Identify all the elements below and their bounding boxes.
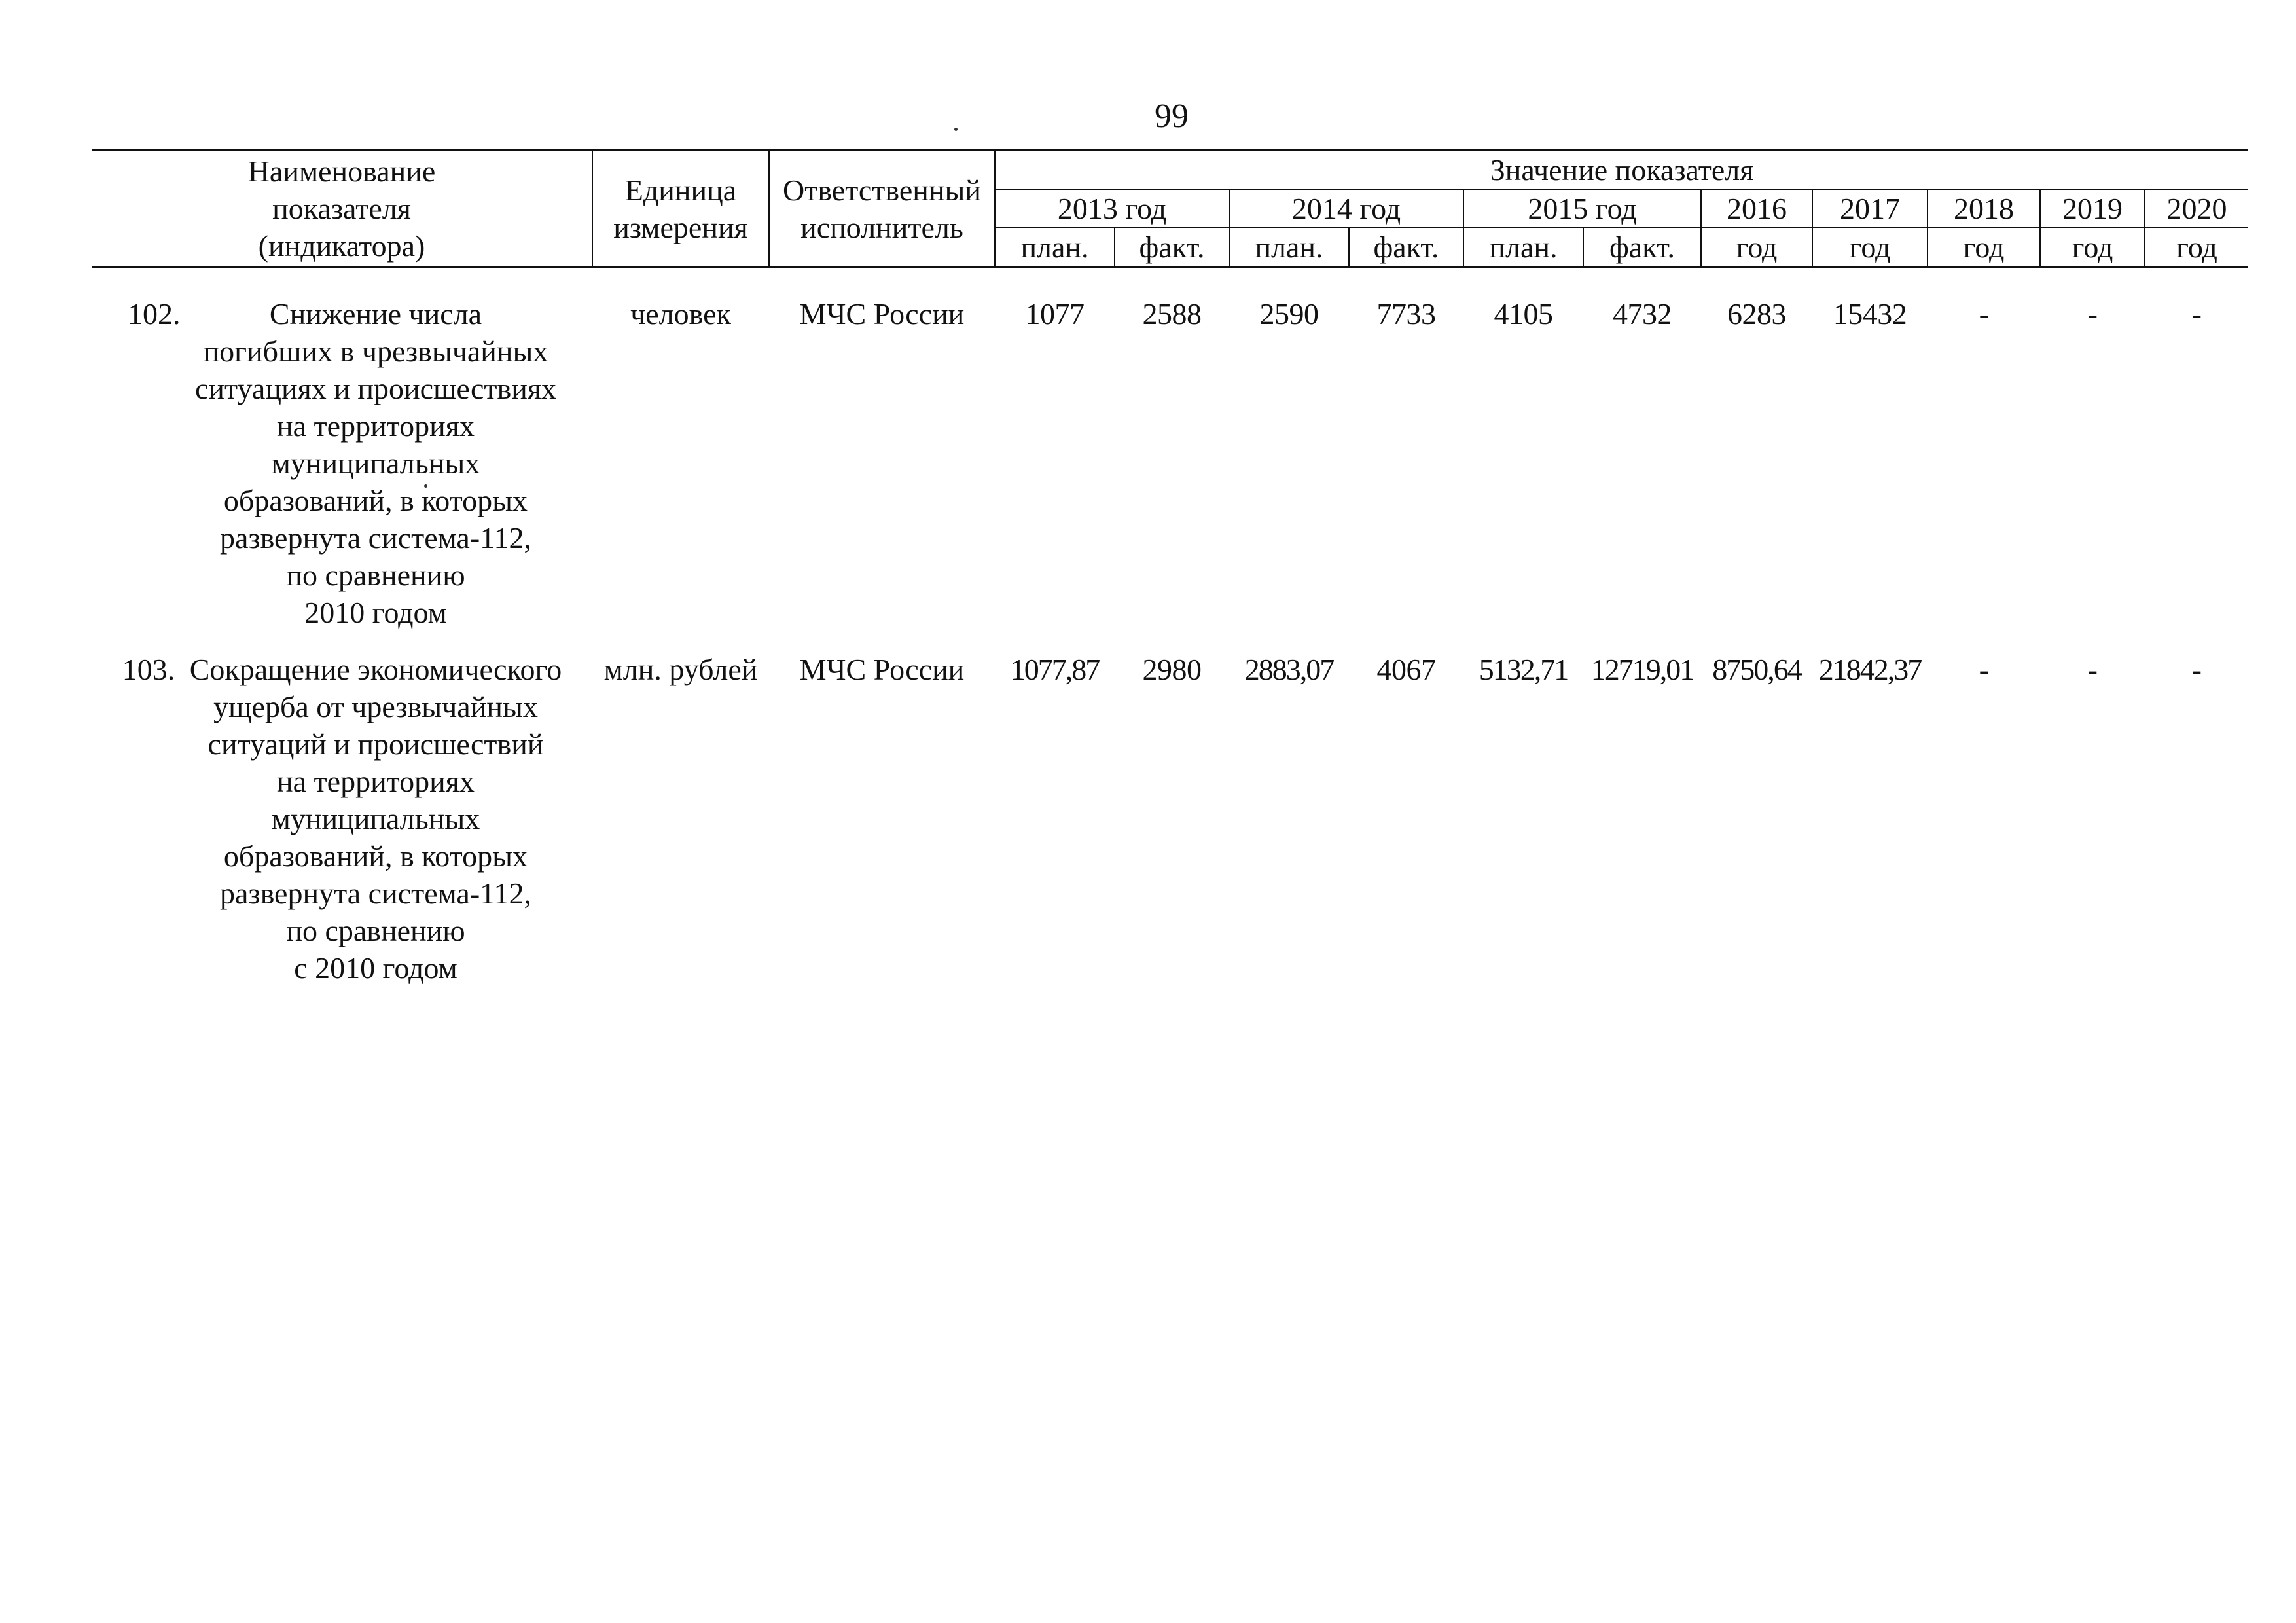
header-god-2019: год [2040,228,2145,267]
executor: МЧС России [799,297,965,331]
value-2013-plan: 1077 [1025,297,1085,331]
value-2013-fact: 2980 [1142,653,1202,686]
row-number: 103. [122,653,175,686]
value-2015-fact: 4732 [1613,297,1672,331]
header-plan-2014: план. [1229,228,1349,267]
indicator-text: Снижение числа погибших в чрезвычайных ситуациях и происшествиях на территориях муниципальных образований, в которых развернута система-112, по сравнению 2010 годом [195,297,556,629]
indicators-table [92,149,2248,987]
value-2014-plan: 2883,07 [1244,653,1334,686]
header-year-2019: 2019 [2040,189,2145,228]
value-2014-fact: 7733 [1376,297,1436,331]
value-2015-plan: 5132,71 [1479,653,1568,686]
value-2018: - [1979,297,1989,331]
header-unit: Единица измерения [592,151,769,267]
header-god-2017: год [1812,228,1928,267]
header-year-2016: 2016 [1701,189,1812,228]
value-2019: - [2087,297,2098,331]
header-year-2014: 2014 год [1229,189,1463,228]
value-2018: - [1979,653,1989,686]
executor: МЧС России [799,653,965,686]
value-2020: - [2191,297,2202,331]
value-2020: - [2191,653,2202,686]
value-2017: 15432 [1833,297,1907,331]
header-fact-2013: факт. [1115,228,1229,267]
indicator-name [92,295,592,631]
value-2014-fact: 4067 [1376,653,1436,686]
header-year-2020: 2020 [2145,189,2248,228]
value-2017: 21842,37 [1818,653,1922,686]
value-2014-plan: 2590 [1259,297,1319,331]
indicator-name [92,651,592,987]
unit: человек [630,297,731,331]
unit: млн. рублей [603,653,758,686]
header-executor: Ответственный исполнитель [769,151,995,267]
header-god-2020: год [2145,228,2248,267]
value-2013-fact: 2588 [1142,297,1202,331]
header-plan-2015: план. [1463,228,1583,267]
page-number: 99 [1155,98,1189,135]
header-fact-2014: факт. [1349,228,1463,267]
header-year-2013: 2013 год [995,189,1229,228]
scan-speck [954,128,958,131]
header-year-2015: 2015 год [1463,189,1701,228]
header-plan-2013: план. [995,228,1115,267]
row-number: 102. [128,297,181,331]
header-god-2016: год [1701,228,1812,267]
header-row-1 [92,151,2248,190]
header-fact-2015: факт. [1583,228,1701,267]
value-2016: 6283 [1727,297,1786,331]
value-2015-fact: 12719,01 [1590,653,1694,686]
value-2019: - [2087,653,2098,686]
header-name: Наименование показателя (индикатора) [92,151,592,267]
table-row [92,295,2248,631]
header-god-2018: год [1928,228,2040,267]
header-values-group: Значение показателя [995,151,2248,190]
value-2015-plan: 4105 [1494,297,1553,331]
indicator-text: Сокращение экономического ущерба от чрезвычайных ситуаций и происшествий на территориях муниципальных образований, в которых развернута система-112, по сравнению с 2010 годом [189,653,562,985]
header-year-2018: 2018 [1928,189,2040,228]
value-2016: 8750,64 [1712,653,1801,686]
header-year-2017: 2017 [1812,189,1928,228]
value-2013-plan: 1077,87 [1010,653,1100,686]
table-row [92,651,2248,987]
